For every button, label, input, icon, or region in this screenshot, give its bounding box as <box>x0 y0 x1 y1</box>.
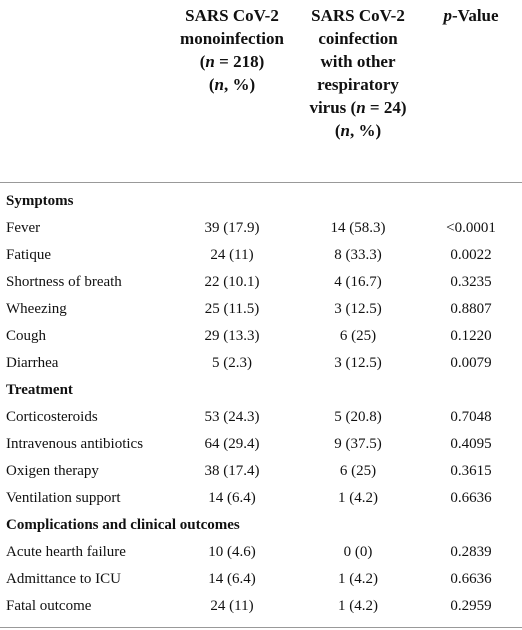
header-line: (n, %) <box>334 121 382 140</box>
cell-p: 0.3615 <box>450 463 492 479</box>
row-label: Acute hearth failure <box>6 544 126 560</box>
cell-mono: 10 (4.6) <box>208 544 256 560</box>
header-monoinfection <box>168 4 296 96</box>
cell-mono: 64 (29.4) <box>204 436 260 452</box>
row-label: Diarrhea <box>6 355 59 371</box>
table-row <box>0 242 522 269</box>
cell-p: 0.2839 <box>450 544 492 560</box>
section-heading <box>0 377 522 404</box>
table-row <box>0 593 522 620</box>
cell-mono: 39 (17.9) <box>204 220 260 236</box>
table-row <box>0 323 522 350</box>
header-line: with other <box>320 52 396 71</box>
header-line: (n, %) <box>208 75 256 94</box>
cell-mono: 53 (24.3) <box>204 409 260 425</box>
cell-mono: 14 (6.4) <box>208 571 256 587</box>
section-title: Complications and clinical outcomes <box>6 517 240 533</box>
row-label: Ventilation support <box>6 490 121 506</box>
row-label: Fatal outcome <box>6 598 92 614</box>
row-label: Cough <box>6 328 47 344</box>
cell-mono: 5 (2.3) <box>212 355 252 371</box>
header-p-value <box>420 4 522 27</box>
header-divider <box>0 182 522 183</box>
cell-p: 0.2959 <box>450 598 492 614</box>
cell-mono: 24 (11) <box>210 598 254 614</box>
cell-co: 3 (12.5) <box>334 301 382 317</box>
row-label: Intravenous antibiotics <box>6 436 144 452</box>
cell-p: 0.4095 <box>450 436 492 452</box>
row-label: Admittance to ICU <box>6 571 121 587</box>
cell-co: 5 (20.8) <box>334 409 382 425</box>
row-label: Wheezing <box>6 301 67 317</box>
cell-co: 6 (25) <box>339 463 377 479</box>
row-label: Corticosteroids <box>6 409 98 425</box>
section-heading <box>0 512 522 539</box>
row-label: Oxigen therapy <box>6 463 99 479</box>
section-title: Symptoms <box>6 193 74 209</box>
cell-co: 1 (4.2) <box>338 490 378 506</box>
cell-co: 9 (37.5) <box>334 436 382 452</box>
cell-p: 0.0079 <box>450 355 492 371</box>
cell-mono: 14 (6.4) <box>208 490 256 506</box>
cell-co: 6 (25) <box>339 328 377 344</box>
cell-co: 1 (4.2) <box>338 571 378 587</box>
cell-mono: 29 (13.3) <box>204 328 260 344</box>
header-line: SARS CoV-2 <box>185 6 279 25</box>
table-bottom-rule <box>0 627 522 628</box>
cell-p: 0.6636 <box>450 490 492 506</box>
header-line: respiratory <box>317 75 399 94</box>
table-row <box>0 566 522 593</box>
header-line: virus (n = 24) <box>309 98 407 117</box>
table-row <box>0 431 522 458</box>
header-line: coinfection <box>318 29 398 48</box>
cell-mono: 38 (17.4) <box>204 463 260 479</box>
cell-p: 0.3235 <box>450 274 492 290</box>
header-line: monoinfection <box>180 29 284 48</box>
cell-mono: 25 (11.5) <box>204 301 260 317</box>
cell-co: 8 (33.3) <box>334 247 382 263</box>
header-line: p-Value <box>443 6 499 25</box>
table-row <box>0 350 522 377</box>
table-row <box>0 458 522 485</box>
table-row <box>0 215 522 242</box>
cell-p: <0.0001 <box>446 220 496 236</box>
table-row <box>0 269 522 296</box>
cell-co: 0 (0) <box>343 544 373 560</box>
header-coinfection <box>296 4 420 142</box>
cell-co: 4 (16.7) <box>334 274 382 290</box>
section-heading <box>0 188 522 215</box>
cell-co: 1 (4.2) <box>338 598 378 614</box>
header-line: (n = 218) <box>199 52 265 71</box>
row-label: Fever <box>6 220 41 236</box>
cell-co: 3 (12.5) <box>334 355 382 371</box>
row-label: Shortness of breath <box>6 274 122 290</box>
cell-co: 14 (58.3) <box>330 220 386 236</box>
section-title: Treatment <box>6 382 73 398</box>
cell-p: 0.7048 <box>450 409 492 425</box>
cell-p: 0.0022 <box>450 247 492 263</box>
header-line: SARS CoV-2 <box>311 6 405 25</box>
table-row <box>0 485 522 512</box>
table-row <box>0 404 522 431</box>
cell-p: 0.8807 <box>450 301 492 317</box>
cell-p: 0.6636 <box>450 571 492 587</box>
cell-mono: 22 (10.1) <box>204 274 260 290</box>
row-label: Fatique <box>6 247 51 263</box>
table-body <box>0 188 522 620</box>
table-row <box>0 296 522 323</box>
cell-p: 0.1220 <box>450 328 492 344</box>
cell-mono: 24 (11) <box>210 247 254 263</box>
table-row <box>0 539 522 566</box>
